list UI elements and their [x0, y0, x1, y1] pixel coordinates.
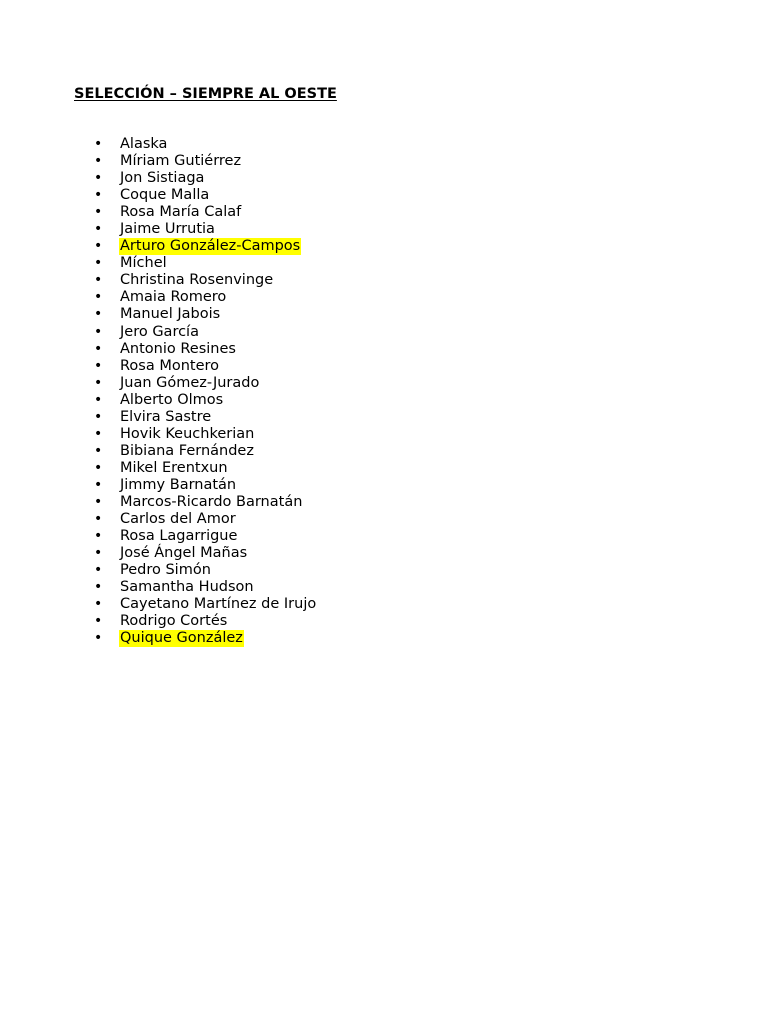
bullet-icon: •: [94, 425, 103, 442]
bullet-icon: •: [94, 630, 103, 647]
bullet-icon: •: [94, 204, 103, 221]
item-label: Rosa Lagarrigue: [120, 528, 238, 545]
bullet-icon: •: [94, 374, 103, 391]
bullet-icon: •: [94, 357, 103, 374]
item-label: Jaime Urrutia: [120, 221, 215, 238]
item-label: Pedro Simón: [120, 562, 211, 579]
bullet-icon: •: [94, 323, 103, 340]
item-label: Jon Sistiaga: [120, 170, 205, 187]
item-label: Amaia Romero: [120, 289, 227, 306]
bullet-icon: •: [94, 289, 103, 306]
item-label: Manuel Jabois: [120, 306, 221, 323]
item-label: Bibiana Fernández: [120, 442, 254, 459]
bullet-icon: •: [94, 153, 103, 170]
item-label: Alberto Olmos: [120, 391, 224, 408]
item-label: Coque Malla: [120, 187, 210, 204]
bullet-icon: •: [94, 493, 103, 510]
bullet-icon: •: [94, 562, 103, 579]
item-label: Carlos del Amor: [120, 511, 236, 528]
page-title: SELECCIÓN – SIEMPRE AL OESTE: [74, 86, 337, 102]
bullet-icon: •: [94, 136, 103, 152]
bullet-icon: •: [94, 340, 103, 357]
item-label: Marcos-Ricardo Barnatán: [120, 493, 303, 510]
item-label: Jimmy Barnatán: [120, 476, 237, 493]
bullet-icon: •: [94, 459, 103, 476]
bullet-icon: •: [94, 596, 103, 613]
highlighted-item-label: Arturo González-Campos: [120, 238, 301, 255]
item-label: Jero García: [120, 323, 199, 340]
item-label: Hovik Keuchkerian: [120, 425, 255, 442]
bullet-icon: •: [94, 272, 103, 289]
item-label: Míchel: [120, 255, 167, 272]
item-label: Alaska: [120, 136, 168, 152]
item-label: Elvira Sastre: [120, 408, 212, 425]
bullet-icon: •: [94, 511, 103, 528]
item-label: Rodrigo Cortés: [120, 613, 228, 630]
item-label: Míriam Gutiérrez: [120, 153, 242, 170]
bullet-icon: •: [94, 221, 103, 238]
bullet-icon: •: [94, 170, 103, 187]
bullet-icon: •: [94, 579, 103, 596]
item-label: Christina Rosenvinge: [120, 272, 274, 289]
bullet-icon: •: [94, 442, 103, 459]
bullet-icon: •: [94, 238, 103, 255]
item-label: Antonio Resines: [120, 340, 236, 357]
bullet-icon: •: [94, 545, 103, 562]
highlighted-item-label: Quique González: [120, 630, 243, 647]
bullet-icon: •: [94, 408, 103, 425]
item-label: Mikel Erentxun: [120, 459, 228, 476]
bullet-icon: •: [94, 187, 103, 204]
item-label: Cayetano Martínez de Irujo: [120, 596, 317, 613]
item-label: Samantha Hudson: [120, 579, 254, 596]
bullet-icon: •: [94, 255, 103, 272]
bullet-icon: •: [94, 613, 103, 630]
bullet-icon: •: [94, 391, 103, 408]
item-label: Rosa María Calaf: [120, 204, 242, 221]
item-label: Juan Gómez-Jurado: [120, 374, 260, 391]
item-label: José Ángel Mañas: [120, 545, 248, 562]
bullet-icon: •: [94, 306, 103, 323]
item-label: Rosa Montero: [120, 357, 220, 374]
bullet-icon: •: [94, 528, 103, 545]
bullet-icon: •: [94, 476, 103, 493]
